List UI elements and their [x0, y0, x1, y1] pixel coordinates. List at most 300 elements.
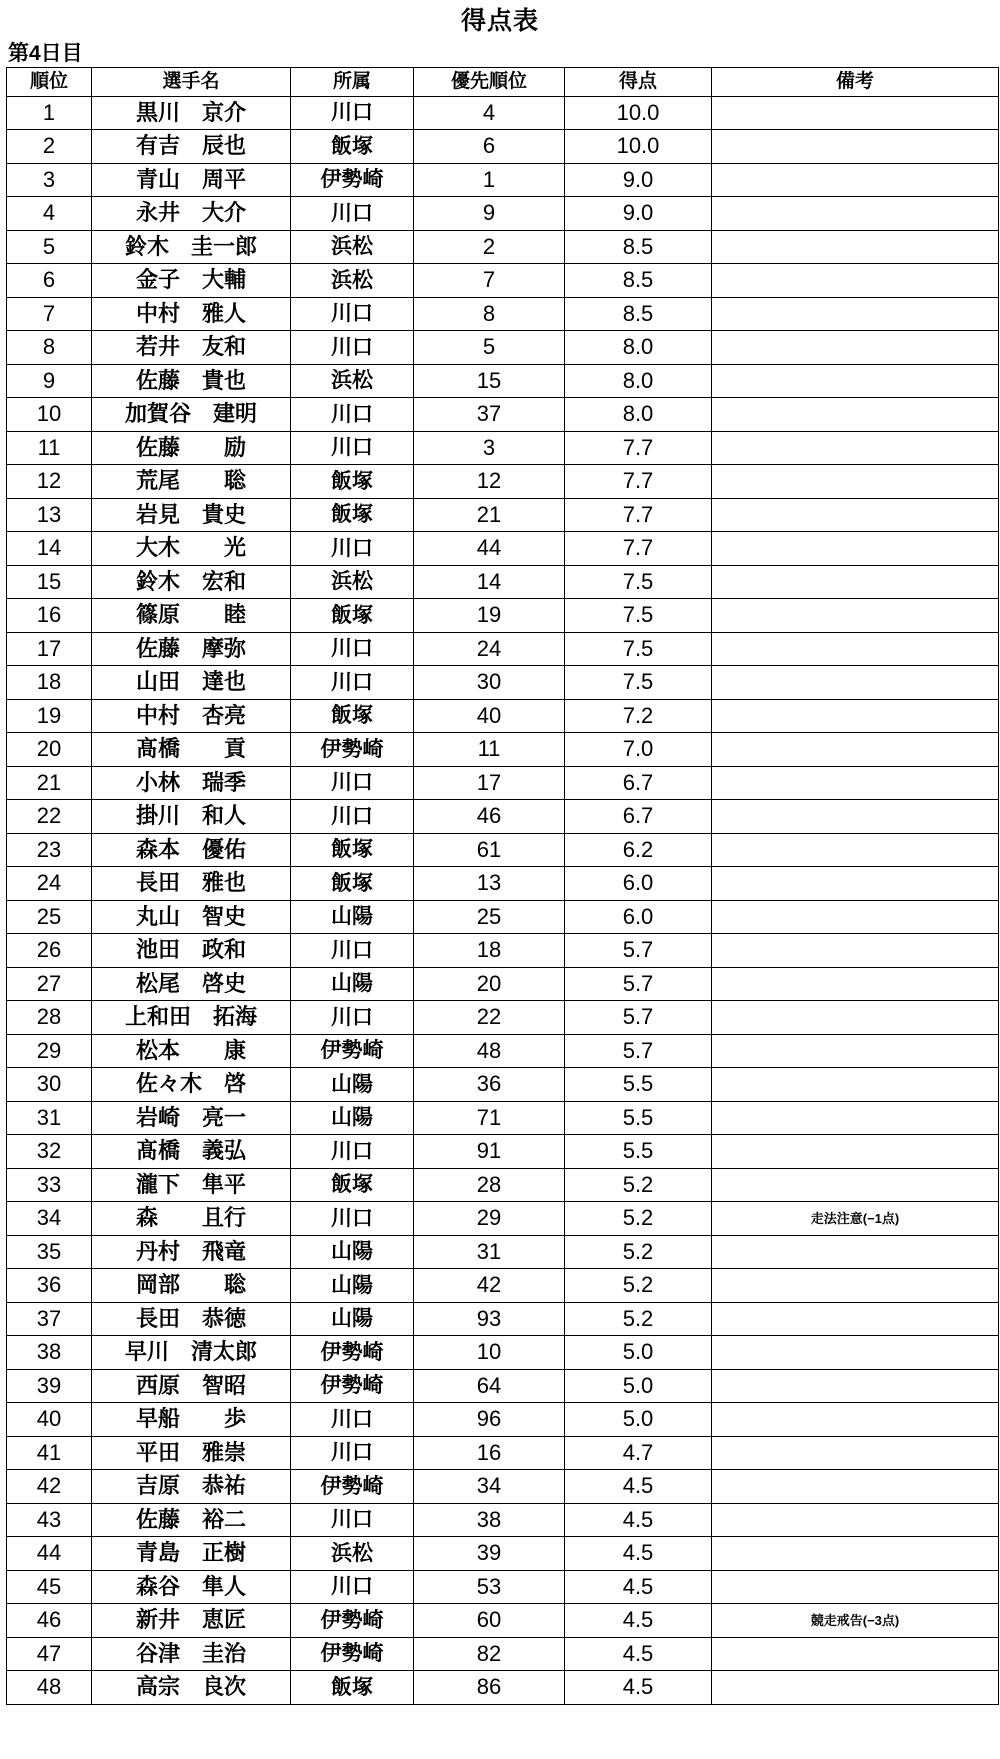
cell-rank: 7 [7, 297, 92, 331]
cell-name [92, 1436, 291, 1470]
cell-priority: 48 [414, 1034, 565, 1068]
cell-name [92, 1101, 291, 1135]
cell-name [92, 900, 291, 934]
cell-score: 4.5 [565, 1671, 712, 1705]
player-name: 若井 友和 [135, 334, 246, 360]
cell-name [92, 934, 291, 968]
player-name: 髙橋 義弘 [135, 1138, 246, 1164]
table-row [7, 1336, 999, 1370]
player-name: 掛川 和人 [135, 803, 246, 829]
cell-rank: 48 [7, 1671, 92, 1705]
cell-team: 伊勢崎 [291, 1637, 414, 1671]
cell-team: 飯塚 [291, 867, 414, 901]
table-row [7, 867, 999, 901]
day-label: 第4日目 [8, 41, 83, 65]
cell-name [92, 364, 291, 398]
cell-name [92, 1369, 291, 1403]
cell-rank: 33 [7, 1168, 92, 1202]
table-row [7, 1135, 999, 1169]
cell-team: 飯塚 [291, 498, 414, 532]
cell-team: 川口 [291, 331, 414, 365]
cell-rank: 20 [7, 733, 92, 767]
table-row [7, 264, 999, 298]
cell-note [712, 699, 999, 733]
cell-note [712, 130, 999, 164]
player-name: 青山 周平 [135, 166, 246, 192]
cell-name [92, 331, 291, 365]
cell-rank: 17 [7, 632, 92, 666]
cell-note [712, 599, 999, 633]
cell-team: 飯塚 [291, 1671, 414, 1705]
cell-note [712, 733, 999, 767]
table-row [7, 1503, 999, 1537]
cell-score: 7.2 [565, 699, 712, 733]
player-name: 黒川 京介 [135, 99, 246, 125]
cell-team: 川口 [291, 934, 414, 968]
cell-rank: 14 [7, 532, 92, 566]
cell-team: 浜松 [291, 1537, 414, 1571]
table-row [7, 1537, 999, 1571]
cell-priority: 17 [414, 766, 565, 800]
table-row [7, 1034, 999, 1068]
cell-note [712, 666, 999, 700]
cell-priority: 8 [414, 297, 565, 331]
table-row [7, 766, 999, 800]
cell-priority: 40 [414, 699, 565, 733]
cell-priority: 5 [414, 331, 565, 365]
cell-team: 伊勢崎 [291, 1604, 414, 1638]
cell-priority: 9 [414, 197, 565, 231]
cell-name [92, 1604, 291, 1638]
cell-score: 6.0 [565, 867, 712, 901]
player-name: 佐藤 貴也 [135, 367, 246, 393]
cell-note [712, 1671, 999, 1705]
cell-name [92, 431, 291, 465]
cell-name [92, 465, 291, 499]
cell-note [712, 1269, 999, 1303]
table-row [7, 1403, 999, 1437]
table-header-row [7, 67, 999, 96]
cell-priority: 13 [414, 867, 565, 901]
table-row [7, 96, 999, 130]
cell-rank: 10 [7, 398, 92, 432]
table-row [7, 632, 999, 666]
cell-score: 4.5 [565, 1470, 712, 1504]
cell-team: 川口 [291, 96, 414, 130]
cell-score: 8.0 [565, 364, 712, 398]
cell-team: 山陽 [291, 967, 414, 1001]
cell-note [712, 1503, 999, 1537]
cell-rank: 37 [7, 1302, 92, 1336]
cell-team: 山陽 [291, 1235, 414, 1269]
cell-rank: 11 [7, 431, 92, 465]
cell-score: 7.5 [565, 666, 712, 700]
cell-rank: 12 [7, 465, 92, 499]
cell-team: 川口 [291, 1503, 414, 1537]
cell-team: 川口 [291, 1135, 414, 1169]
cell-score: 5.5 [565, 1068, 712, 1102]
table-row [7, 1302, 999, 1336]
cell-name [92, 733, 291, 767]
table-row [7, 833, 999, 867]
table-row [7, 364, 999, 398]
cell-priority: 3 [414, 431, 565, 465]
cell-priority: 12 [414, 465, 565, 499]
player-name: 池田 政和 [135, 937, 246, 963]
player-name: 瀧下 隼平 [135, 1171, 246, 1197]
cell-team: 川口 [291, 197, 414, 231]
cell-rank: 24 [7, 867, 92, 901]
cell-rank: 4 [7, 197, 92, 231]
cell-priority: 71 [414, 1101, 565, 1135]
cell-priority: 29 [414, 1202, 565, 1236]
player-name: 髙橋 貢 [135, 736, 246, 762]
cell-team: 山陽 [291, 900, 414, 934]
cell-priority: 1 [414, 163, 565, 197]
cell-score: 6.7 [565, 766, 712, 800]
cell-priority: 93 [414, 1302, 565, 1336]
header-rank: 順位 [7, 67, 92, 96]
cell-score: 10.0 [565, 96, 712, 130]
cell-priority: 20 [414, 967, 565, 1001]
cell-name [92, 1537, 291, 1571]
cell-score: 7.5 [565, 632, 712, 666]
cell-team: 飯塚 [291, 599, 414, 633]
cell-name [92, 1503, 291, 1537]
cell-score: 8.0 [565, 331, 712, 365]
cell-note [712, 1570, 999, 1604]
cell-priority: 30 [414, 666, 565, 700]
cell-priority: 25 [414, 900, 565, 934]
cell-priority: 28 [414, 1168, 565, 1202]
table-row [7, 599, 999, 633]
player-name: 岩見 貴史 [135, 501, 246, 527]
cell-score: 8.5 [565, 297, 712, 331]
cell-rank: 42 [7, 1470, 92, 1504]
cell-team: 伊勢崎 [291, 1336, 414, 1370]
cell-score: 7.7 [565, 532, 712, 566]
cell-rank: 15 [7, 565, 92, 599]
cell-note [712, 532, 999, 566]
cell-note [712, 1101, 999, 1135]
cell-rank: 45 [7, 1570, 92, 1604]
cell-team: 浜松 [291, 264, 414, 298]
cell-priority: 10 [414, 1336, 565, 1370]
cell-name [92, 1202, 291, 1236]
cell-priority: 96 [414, 1403, 565, 1437]
cell-priority: 4 [414, 96, 565, 130]
cell-team: 山陽 [291, 1068, 414, 1102]
cell-team: 飯塚 [291, 465, 414, 499]
cell-name [92, 532, 291, 566]
cell-note [712, 364, 999, 398]
cell-priority: 37 [414, 398, 565, 432]
cell-rank: 8 [7, 331, 92, 365]
cell-priority: 91 [414, 1135, 565, 1169]
cell-rank: 1 [7, 96, 92, 130]
table-row [7, 498, 999, 532]
table-row [7, 1168, 999, 1202]
table-body [7, 96, 999, 1704]
cell-rank: 18 [7, 666, 92, 700]
cell-name [92, 1671, 291, 1705]
cell-score: 5.7 [565, 967, 712, 1001]
cell-name [92, 197, 291, 231]
table-row [7, 1604, 999, 1638]
cell-rank: 3 [7, 163, 92, 197]
player-name: 大木 光 [135, 535, 246, 561]
cell-priority: 53 [414, 1570, 565, 1604]
cell-note [712, 1034, 999, 1068]
cell-priority: 42 [414, 1269, 565, 1303]
table-row [7, 666, 999, 700]
cell-rank: 13 [7, 498, 92, 532]
cell-priority: 86 [414, 1671, 565, 1705]
cell-name [92, 967, 291, 1001]
cell-priority: 61 [414, 833, 565, 867]
cell-rank: 22 [7, 800, 92, 834]
table-row [7, 1101, 999, 1135]
cell-note [712, 498, 999, 532]
cell-team: 飯塚 [291, 130, 414, 164]
player-name: 吉原 恭祐 [135, 1473, 246, 1499]
page-title: 得点表 [460, 7, 539, 35]
cell-score: 4.5 [565, 1570, 712, 1604]
cell-rank: 38 [7, 1336, 92, 1370]
cell-rank: 36 [7, 1269, 92, 1303]
cell-team: 山陽 [291, 1101, 414, 1135]
cell-priority: 34 [414, 1470, 565, 1504]
cell-team: 伊勢崎 [291, 1034, 414, 1068]
cell-note [712, 1470, 999, 1504]
cell-score: 8.0 [565, 398, 712, 432]
player-name: 森谷 隼人 [135, 1573, 246, 1599]
cell-priority: 7 [414, 264, 565, 298]
cell-team: 飯塚 [291, 699, 414, 733]
cell-note [712, 833, 999, 867]
table-row [7, 431, 999, 465]
cell-team: 川口 [291, 632, 414, 666]
cell-rank: 25 [7, 900, 92, 934]
table-row [7, 1068, 999, 1102]
table-row [7, 163, 999, 197]
cell-name [92, 1269, 291, 1303]
cell-note [712, 1336, 999, 1370]
cell-score: 5.2 [565, 1202, 712, 1236]
cell-score: 7.5 [565, 599, 712, 633]
player-name: 鈴木 宏和 [135, 568, 246, 594]
table-row [7, 800, 999, 834]
table-row [7, 699, 999, 733]
cell-rank: 46 [7, 1604, 92, 1638]
player-name: 高宗 良次 [135, 1674, 246, 1700]
header-priority: 優先順位 [414, 67, 565, 96]
header-team: 所属 [291, 67, 414, 96]
cell-note [712, 766, 999, 800]
cell-note [712, 1369, 999, 1403]
player-name: 小林 瑞季 [135, 769, 246, 795]
cell-name [92, 666, 291, 700]
cell-note [712, 1637, 999, 1671]
player-name: 平田 雅崇 [135, 1439, 246, 1465]
player-name: 森本 優佑 [135, 836, 246, 862]
cell-rank: 34 [7, 1202, 92, 1236]
cell-name [92, 297, 291, 331]
cell-name [92, 1168, 291, 1202]
table-row [7, 197, 999, 231]
cell-rank: 29 [7, 1034, 92, 1068]
cell-note [712, 632, 999, 666]
cell-name [92, 632, 291, 666]
cell-team: 川口 [291, 666, 414, 700]
cell-score: 5.7 [565, 1034, 712, 1068]
cell-priority: 19 [414, 599, 565, 633]
cell-score: 6.2 [565, 833, 712, 867]
cell-name [92, 833, 291, 867]
player-name: 丹村 飛竜 [135, 1238, 246, 1264]
cell-team: 山陽 [291, 1302, 414, 1336]
cell-note [712, 331, 999, 365]
table-row [7, 1671, 999, 1705]
cell-note [712, 1135, 999, 1169]
cell-name [92, 398, 291, 432]
cell-note [712, 1537, 999, 1571]
cell-rank: 47 [7, 1637, 92, 1671]
cell-priority: 11 [414, 733, 565, 767]
cell-rank: 6 [7, 264, 92, 298]
cell-note [712, 1403, 999, 1437]
cell-name [92, 130, 291, 164]
player-name: 長田 雅也 [135, 870, 246, 896]
table-row [7, 1001, 999, 1035]
cell-team: 川口 [291, 1403, 414, 1437]
cell-priority: 16 [414, 1436, 565, 1470]
cell-team: 川口 [291, 1436, 414, 1470]
cell-note [712, 900, 999, 934]
player-name: 岩崎 亮一 [135, 1104, 246, 1130]
cell-name [92, 1403, 291, 1437]
cell-note [712, 96, 999, 130]
cell-note [712, 197, 999, 231]
cell-team: 川口 [291, 766, 414, 800]
cell-team: 伊勢崎 [291, 733, 414, 767]
cell-rank: 19 [7, 699, 92, 733]
cell-rank: 26 [7, 934, 92, 968]
header-name: 選手名 [92, 67, 291, 96]
table-row [7, 1269, 999, 1303]
cell-name [92, 1570, 291, 1604]
cell-note [712, 1168, 999, 1202]
cell-note [712, 398, 999, 432]
cell-rank: 2 [7, 130, 92, 164]
cell-note [712, 465, 999, 499]
cell-team: 浜松 [291, 230, 414, 264]
cell-note [712, 230, 999, 264]
player-name: 荒尾 聡 [135, 468, 246, 494]
cell-priority: 38 [414, 1503, 565, 1537]
cell-score: 4.5 [565, 1604, 712, 1638]
player-name: 松本 康 [135, 1037, 246, 1063]
cell-team: 川口 [291, 431, 414, 465]
table-row [7, 532, 999, 566]
cell-name [92, 96, 291, 130]
cell-score: 10.0 [565, 130, 712, 164]
cell-team: 川口 [291, 1570, 414, 1604]
table-row [7, 565, 999, 599]
cell-note [712, 1436, 999, 1470]
cell-rank: 28 [7, 1001, 92, 1035]
cell-note [712, 867, 999, 901]
cell-score: 7.7 [565, 498, 712, 532]
cell-rank: 16 [7, 599, 92, 633]
table-row [7, 1570, 999, 1604]
cell-name [92, 1235, 291, 1269]
cell-score: 6.7 [565, 800, 712, 834]
cell-priority: 31 [414, 1235, 565, 1269]
table-row [7, 967, 999, 1001]
cell-rank: 21 [7, 766, 92, 800]
player-name: 新井 恵匠 [135, 1607, 246, 1633]
cell-rank: 9 [7, 364, 92, 398]
cell-team: 山陽 [291, 1269, 414, 1303]
table-row [7, 1637, 999, 1671]
cell-name [92, 1068, 291, 1102]
cell-rank: 31 [7, 1101, 92, 1135]
cell-rank: 39 [7, 1369, 92, 1403]
cell-name [92, 163, 291, 197]
cell-score: 7.5 [565, 565, 712, 599]
cell-note [712, 264, 999, 298]
cell-score: 4.5 [565, 1503, 712, 1537]
cell-score: 4.7 [565, 1436, 712, 1470]
table-row [7, 1470, 999, 1504]
cell-team: 飯塚 [291, 833, 414, 867]
cell-note [712, 800, 999, 834]
player-name: 青島 正樹 [135, 1540, 246, 1566]
cell-name [92, 1135, 291, 1169]
cell-score: 5.5 [565, 1101, 712, 1135]
cell-priority: 6 [414, 130, 565, 164]
player-name: 長田 恭徳 [135, 1305, 246, 1331]
table-row [7, 230, 999, 264]
cell-rank: 40 [7, 1403, 92, 1437]
cell-team: 浜松 [291, 364, 414, 398]
player-name: 金子 大輔 [135, 267, 246, 293]
cell-priority: 64 [414, 1369, 565, 1403]
cell-name [92, 230, 291, 264]
table-row [7, 1436, 999, 1470]
cell-team: 伊勢崎 [291, 1369, 414, 1403]
table-row [7, 900, 999, 934]
cell-name [92, 800, 291, 834]
player-name: 丸山 智史 [135, 903, 246, 929]
cell-priority: 2 [414, 230, 565, 264]
cell-note [712, 565, 999, 599]
cell-score: 5.0 [565, 1403, 712, 1437]
table-row [7, 934, 999, 968]
cell-score: 6.0 [565, 900, 712, 934]
cell-score: 7.7 [565, 431, 712, 465]
cell-score: 7.7 [565, 465, 712, 499]
player-name: 篠原 睦 [135, 602, 246, 628]
cell-name [92, 1470, 291, 1504]
player-name: 佐藤 摩弥 [135, 635, 246, 661]
cell-name [92, 599, 291, 633]
player-name: 中村 杏亮 [135, 702, 246, 728]
header-note: 備考 [712, 67, 999, 96]
cell-name [92, 766, 291, 800]
cell-score: 8.5 [565, 264, 712, 298]
